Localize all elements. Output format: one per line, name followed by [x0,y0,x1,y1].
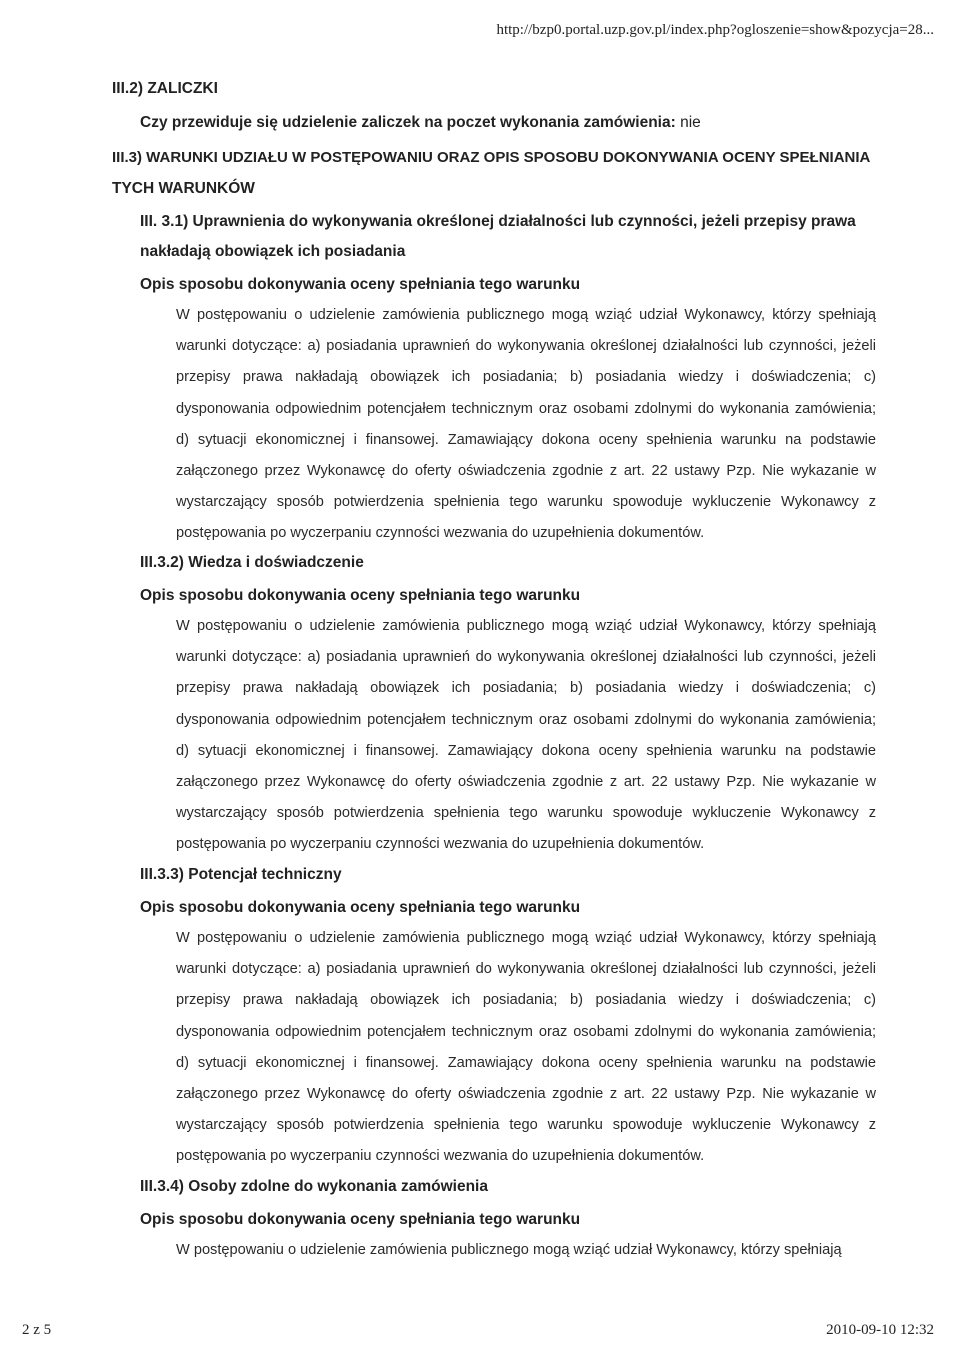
potencjal-opis-label: Opis sposobu dokonywania oceny spełniania tego warunku [140,899,581,916]
section-warunki-heading-line1: III.3) WARUNKI UDZIAŁU W POSTĘPOWANIU ORAZ OPIS SPOSOBU DOKONYWANIA OCENY SPEŁNIANIA [112,149,871,166]
osoby-condition-text-first-line: W postępowaniu o udzielenie zamówienia publicznego mogą wziąć udział Wykonawcy, którzy spełniają [176,1242,842,1258]
uprawnienia-opis-label: Opis sposobu dokonywania oceny spełniania tego warunku [140,276,581,293]
page-url: http://bzp0.portal.uzp.gov.pl/index.php?ogloszenie=show&pozycja=28... [496,22,934,38]
zaliczki-question-text: Czy przewiduje się udzielenie zaliczek na poczet wykonania zamówienia: [140,114,676,131]
page-number: 2 z 5 [22,1322,52,1338]
uprawnienia-condition-text: W postępowaniu o udzielenie zamówienia publicznego mogą wziąć udział Wykonawcy, którzy spełniają warunki dotyczące: a) posiadania uprawnień do wykonywania określonej działalności lub czynności, jeżeli przepisy prawa nakładają obowiązek ich posiadania; b) posiadania wiedzy i doświadczenia; c) dysponowania odpowiednim potencjałem technicznym oraz osobami zdolnymi do wykonania zamówienia; d) sytuacji ekonomicznej i finansowej. Zamawiający dokona oceny spełnienia warunku na podstawie załączonego przez Wykonawcę do oferty oświadczenia zgodnie z art. 22 ustawy Pzp. Nie wykazanie w wystarczający sposób potwierdzenia spełnienia tego warunku spowoduje wykluczenie Wykonawcy z postępowania po wyczerpaniu czynności wezwania do uzupełnienia dokumentów. [176,307,876,542]
osoby-opis-label: Opis sposobu dokonywania oceny spełniania tego warunku [140,1211,581,1228]
wiedza-title: III.3.2) Wiedza i doświadczenie [140,554,364,571]
uprawnienia-title-line2: nakładają obowiązek ich posiadania [140,243,406,260]
wiedza-condition-text: W postępowaniu o udzielenie zamówienia publicznego mogą wziąć udział Wykonawcy, którzy spełniają warunki dotyczące: a) posiadania uprawnień do wykonywania określonej działalności lub czynności, jeżeli przepisy prawa nakładają obowiązek ich posiadania; b) posiadania wiedzy i doświadczenia; c) dysponowania odpowiednim potencjałem technicznym oraz osobami zdolnymi do wykonania zamówienia; d) sytuacji ekonomicznej i finansowej. Zamawiający dokona oceny spełnienia warunku na podstawie załączonego przez Wykonawcę do oferty oświadczenia zgodnie z art. 22 ustawy Pzp. Nie wykazanie w wystarczający sposób potwierdzenia spełnienia tego warunku spowoduje wykluczenie Wykonawcy z postępowania po wyczerpaniu czynności wezwania do uzupełnienia dokumentów. [176,618,876,853]
zaliczki-answer: nie [680,114,701,131]
zaliczki-question [140,114,701,132]
print-datetime: 2010-09-10 12:32 [826,1322,934,1338]
section-warunki-heading-line2: TYCH WARUNKÓW [112,180,255,197]
potencjal-title: III.3.3) Potencjał techniczny [140,866,342,883]
section-zaliczki-heading: III.2) ZALICZKI [112,80,218,97]
wiedza-opis-label: Opis sposobu dokonywania oceny spełniania tego warunku [140,587,581,604]
osoby-title: III.3.4) Osoby zdolne do wykonania zamówienia [140,1178,488,1195]
uprawnienia-title-line1: III. 3.1) Uprawnienia do wykonywania określonej działalności lub czynności, jeżeli przepisy prawa [140,213,856,230]
potencjal-condition-text: W postępowaniu o udzielenie zamówienia publicznego mogą wziąć udział Wykonawcy, którzy spełniają warunki dotyczące: a) posiadania uprawnień do wykonywania określonej działalności lub czynności, jeżeli przepisy prawa nakładają obowiązek ich posiadania; b) posiadania wiedzy i doświadczenia; c) dysponowania odpowiednim potencjałem technicznym oraz osobami zdolnymi do wykonania zamówienia; d) sytuacji ekonomicznej i finansowej. Zamawiający dokona oceny spełnienia warunku na podstawie załączonego przez Wykonawcę do oferty oświadczenia zgodnie z art. 22 ustawy Pzp. Nie wykazanie w wystarczający sposób potwierdzenia spełnienia tego warunku spowoduje wykluczenie Wykonawcy z postępowania po wyczerpaniu czynności wezwania do uzupełnienia dokumentów. [176,930,876,1165]
